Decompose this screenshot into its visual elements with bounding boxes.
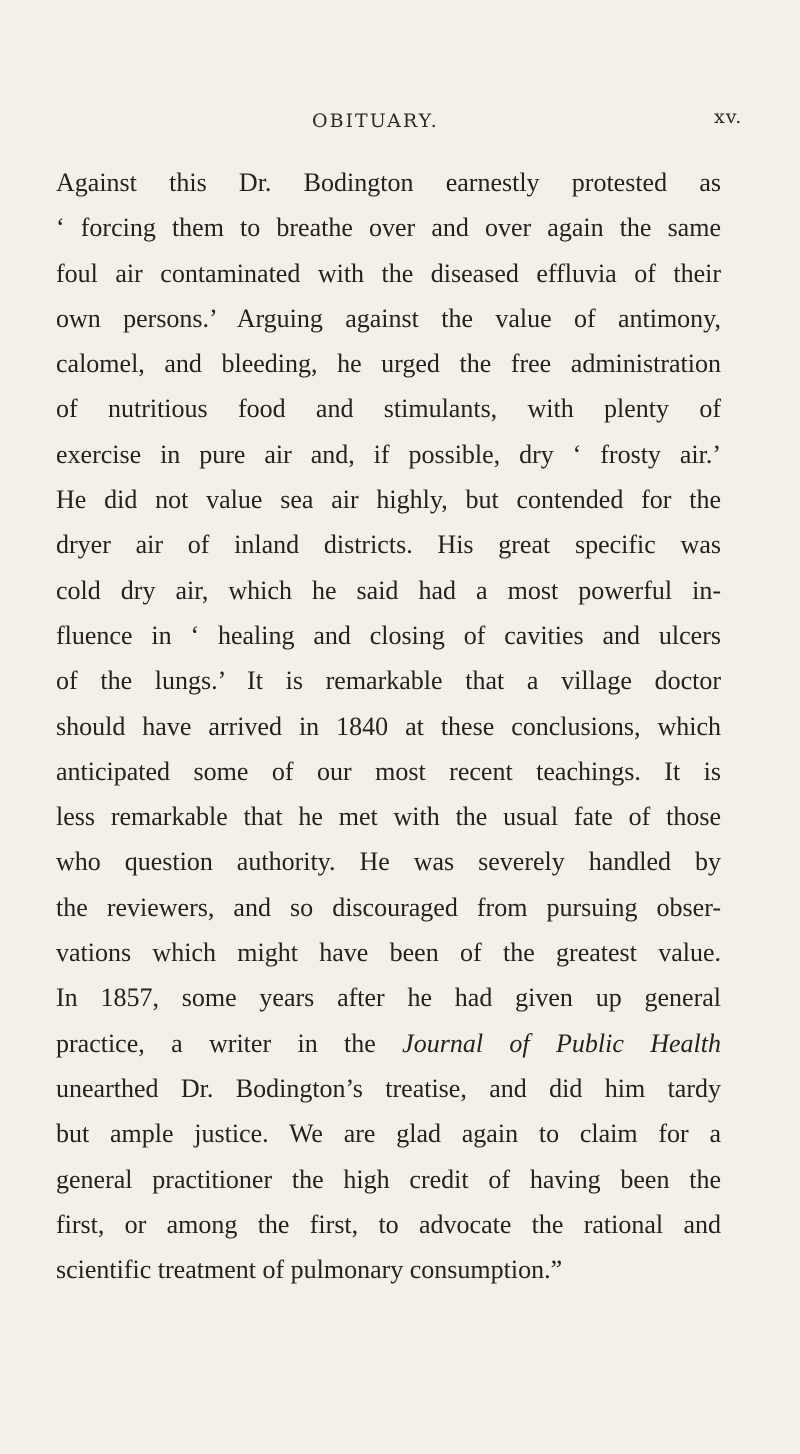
text-segment: practice, a writer in the [56,1028,403,1058]
text-line: calomel, and bleeding, he urged the free administration [56,349,721,379]
text-line: should have arrived in 1840 at these conclusions, which [56,711,721,741]
running-head [0,106,800,140]
text-line: ‘ forcing them to breathe over and over again the same [56,213,721,243]
text-line: He did not value sea air highly, but contended for the [56,485,721,515]
text-line: vations which might have been of the greatest value. [56,938,721,968]
text-line: foul air contaminated with the diseased effluvia of their [56,258,721,288]
text-line: unearthed Dr. Bodington’s treatise, and did him tardy [56,1073,721,1103]
text-line: fluence in ‘ healing and closing of cavities and ulcers [56,620,721,650]
text-line: but ample justice. We are glad again to claim for a [56,1119,721,1149]
text-line: cold dry air, which he said had a most powerful in- [56,575,721,605]
text-line: anticipated some of our most recent teachings. It is [56,756,721,786]
text-line: own persons.’ Arguing against the value of antimony, [56,303,721,333]
text-line: Against this Dr. Bodington earnestly protested as [56,168,721,197]
text-line: of the lungs.’ It is remarkable that a village doctor [56,666,721,696]
text-line: less remarkable that he met with the usual fate of those [56,802,721,832]
text-line: first, or among the first, to advocate the rational and [56,1209,721,1239]
text-line: who question authority. He was severely handled by [56,847,721,877]
text-line: of nutritious food and stimulants, with plenty of [56,394,721,424]
body-paragraph [56,160,721,1292]
text-line-with-journal-title [56,1021,721,1066]
text-line: general practitioner the high credit of having been the [56,1164,721,1194]
text-line: exercise in pure air and, if possible, dry ‘ frosty air.’ [56,439,721,469]
text-line: the reviewers, and so discouraged from pursuing obser- [56,892,721,922]
page-number: xv. [714,106,743,128]
journal-title: Journal of Public Health [402,1028,721,1058]
text-line: In 1857, some years after he had given up general [56,983,721,1013]
text-line-final: scientific treatment of pulmonary consumption.” [56,1255,563,1285]
text-line: dryer air of inland districts. His great specific was [56,530,721,560]
running-title: OBITUARY. [312,110,439,132]
